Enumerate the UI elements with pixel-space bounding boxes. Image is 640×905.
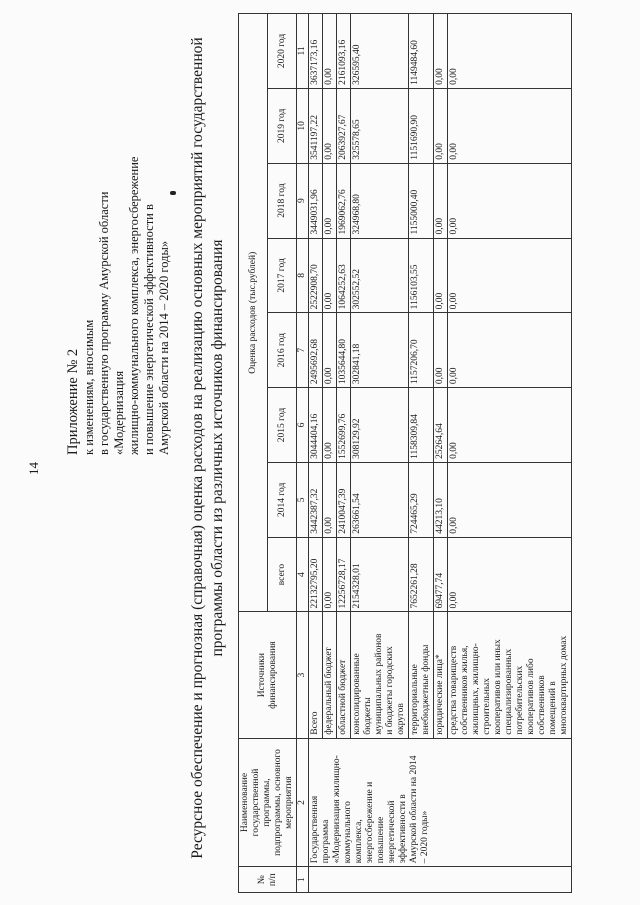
value-cell: 0,00 (448, 163, 572, 238)
value-cell: 0,00 (323, 14, 337, 89)
value-cell: 0,00 (323, 163, 337, 238)
value-cell: 0,00 (448, 313, 572, 388)
value-cell: 1149484,60 (409, 14, 434, 89)
column-number: 11 (297, 14, 309, 89)
program-name-cell: Государственная программа «Модернизация жилищно- коммунального комплекса, энергосбережение и повышение энергетической эффективности в Амурской области на 2014 – 2020 годы» (309, 738, 572, 867)
appendix-line: в государственную программу Амурской области (97, 191, 111, 455)
value-cell: 44213,10 (434, 462, 448, 537)
value-cell: 1157206,70 (409, 313, 434, 388)
value-cell: 0,00 (323, 238, 337, 313)
source-cell: федеральный бюджет (323, 612, 337, 738)
header-num: № п/п (239, 867, 297, 893)
value-cell: 263661,54 (351, 462, 409, 537)
value-cell: 7652261,28 (409, 537, 434, 612)
value-cell: 0,00 (448, 88, 572, 163)
column-number: 9 (297, 163, 309, 238)
header-source: Источники финансирования (239, 612, 297, 738)
value-cell: 0,00 (448, 537, 572, 612)
column-number: 5 (297, 462, 309, 537)
value-cell: 22132795,20 (309, 537, 323, 612)
appendix-line: жилищно-коммунального комплекса, энергосбережение (127, 156, 141, 455)
value-cell: 3044404,16 (309, 388, 323, 463)
appendix-line: к изменениям, вносимым (82, 319, 96, 455)
value-cell: 1552699,76 (337, 388, 351, 463)
column-number: 3 (297, 612, 309, 738)
value-cell: 0,00 (323, 462, 337, 537)
header-year: 2019 год (268, 88, 297, 163)
document-title (188, 13, 228, 883)
value-cell: 1158309,84 (409, 388, 434, 463)
row-number-cell (309, 867, 572, 893)
source-cell: консолидированные бюджеты муниципальных районов и бюджеты городских округов (351, 612, 409, 738)
header-total: всего (268, 537, 297, 612)
value-cell: 0,00 (323, 313, 337, 388)
value-cell: 0,00 (434, 88, 448, 163)
value-cell: 3541197,22 (309, 88, 323, 163)
source-cell: средства товариществ собственников жилья, жилищных, жилищно- строительных кооперативов или иных специализированных потребительских кооперативов либо собственников помещений в многоквартирных домах (448, 612, 572, 738)
appendix-line: и повышение энергетической эффективности в (142, 204, 156, 455)
header-year: 2014 год (268, 462, 297, 537)
column-number: 2 (297, 738, 309, 867)
column-number: 10 (297, 88, 309, 163)
value-cell: 0,00 (434, 14, 448, 89)
source-cell: Всего (309, 612, 323, 738)
value-cell: 1155000,40 (409, 163, 434, 238)
value-cell: 1064252,63 (337, 238, 351, 313)
source-cell: территориальные внебюджетные фонды (409, 612, 434, 738)
header-year: 2016 год (268, 313, 297, 388)
value-cell: 0,00 (434, 163, 448, 238)
value-cell: 724465,29 (409, 462, 434, 537)
value-cell: 0,00 (448, 238, 572, 313)
value-cell: 325578,65 (351, 88, 409, 163)
appendix-title: Приложение № 2 (65, 348, 81, 455)
title-line: программы области из различных источников финансирования (209, 239, 226, 657)
value-cell: 3449031,96 (309, 163, 323, 238)
value-cell: 1151690,90 (409, 88, 434, 163)
header-year: 2018 год (268, 163, 297, 238)
value-cell: 0,00 (448, 388, 572, 463)
page-number: 14 (26, 462, 41, 475)
value-cell: 2063927,67 (337, 88, 351, 163)
column-number: 7 (297, 313, 309, 388)
header-name: Наименование государственной программы, подпрограммы, основного мероприятия (239, 738, 297, 867)
column-number: 6 (297, 388, 309, 463)
source-cell: областной бюджет (337, 612, 351, 738)
header-row (239, 14, 268, 893)
appendix-block (64, 35, 172, 455)
value-cell: 2161093,16 (337, 14, 351, 89)
source-cell: юридические лица* (434, 612, 448, 738)
appendix-line: Амурской области на 2014 – 2020 годы» (157, 240, 171, 455)
value-cell: 2495692,68 (309, 313, 323, 388)
value-cell: 1035644,80 (337, 313, 351, 388)
value-cell: 0,00 (434, 313, 448, 388)
value-cell: 2522908,70 (309, 238, 323, 313)
value-cell: 0,00 (434, 238, 448, 313)
value-cell: 302552,52 (351, 238, 409, 313)
header-year: 2020 год (268, 14, 297, 89)
column-number: 4 (297, 537, 309, 612)
value-cell: 12256728,17 (337, 537, 351, 612)
value-cell: 2154328,01 (351, 537, 409, 612)
value-cell: 69477,74 (434, 537, 448, 612)
value-cell: 3637173,16 (309, 14, 323, 89)
value-cell: 0,00 (448, 462, 572, 537)
column-number-row (297, 14, 309, 893)
header-year: 2017 год (268, 238, 297, 313)
header-year: 2015 год (268, 388, 297, 463)
appendix-line: «Модернизация (112, 370, 126, 455)
value-cell: 308129,92 (351, 388, 409, 463)
value-cell: 324968,80 (351, 163, 409, 238)
header-estimate: Оценка расходов (тыс.рублей) (239, 14, 268, 613)
value-cell: 0,00 (448, 14, 572, 89)
value-cell: 0,00 (323, 388, 337, 463)
column-number: 8 (297, 238, 309, 313)
value-cell: 25264,64 (434, 388, 448, 463)
value-cell: 326595,40 (351, 14, 409, 89)
scan-speck (170, 191, 176, 195)
column-number: 1 (297, 867, 309, 893)
funding-table (238, 13, 572, 893)
value-cell: 3442387,32 (309, 462, 323, 537)
table-row (309, 14, 323, 893)
title-line: Ресурсное обеспечение и прогнозная (справочная) оценка расходов на реализацию основных мероприятий государственной (189, 37, 206, 859)
value-cell: 0,00 (323, 88, 337, 163)
value-cell: 2410047,39 (337, 462, 351, 537)
value-cell: 302841,18 (351, 313, 409, 388)
value-cell: 0,00 (323, 537, 337, 612)
value-cell: 1156103,55 (409, 238, 434, 313)
value-cell: 1969062,76 (337, 163, 351, 238)
